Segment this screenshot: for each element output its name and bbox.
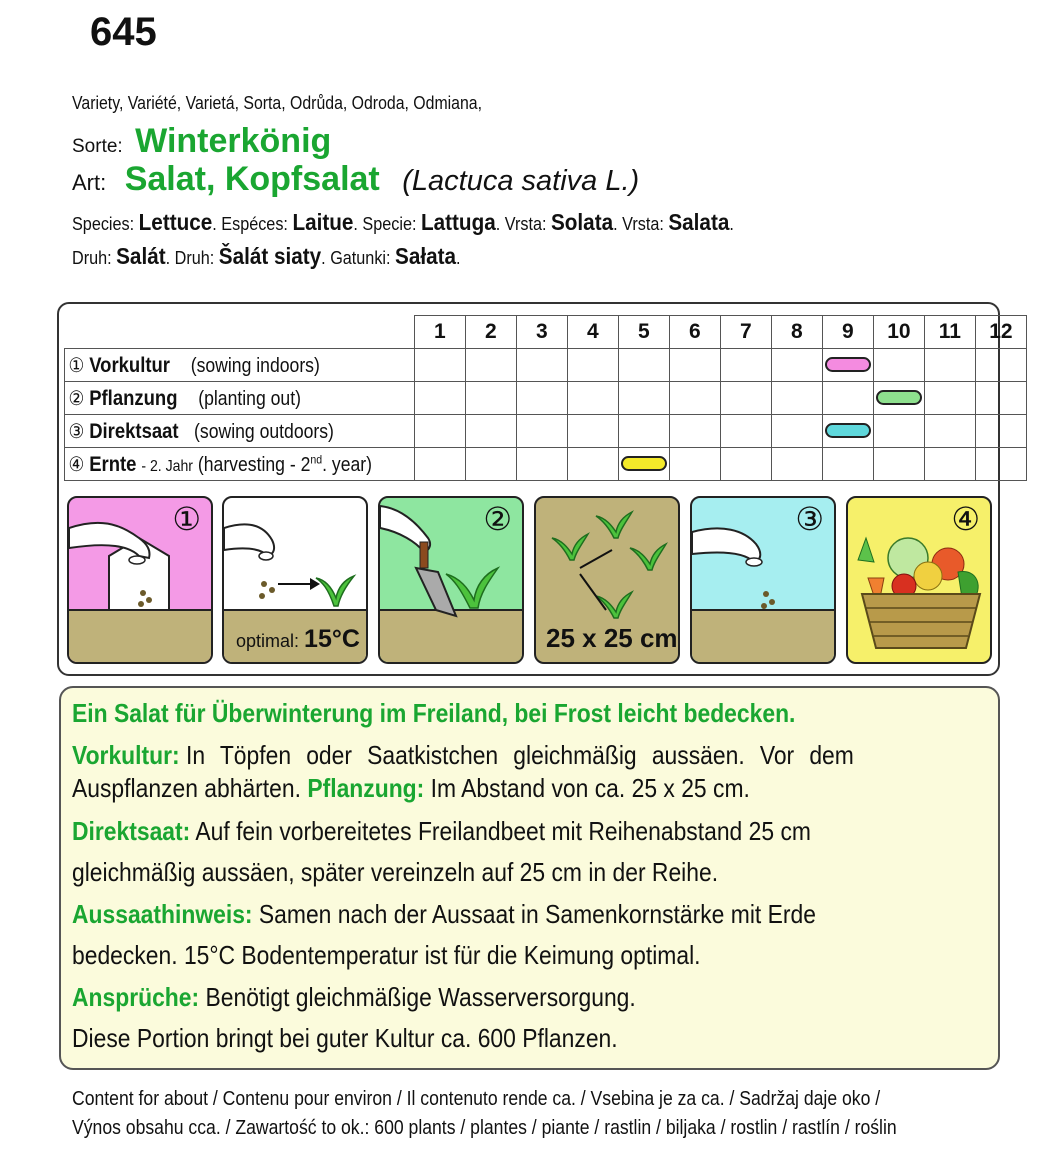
month-header: 8 [771, 316, 822, 349]
month-cell [669, 382, 720, 415]
calendar-row-direktsaat [65, 415, 1027, 448]
optimal-text: optimal: [236, 631, 300, 651]
step-number: ④ [68, 453, 85, 476]
month-cell [873, 415, 924, 448]
month-cell [414, 415, 465, 448]
month-header: 2 [465, 316, 516, 349]
calendar-row-vorkultur [65, 349, 1027, 382]
content-note-line-1 [72, 1088, 990, 1111]
step-number-badge: ④ [951, 501, 980, 537]
month-cell [414, 448, 465, 481]
species-line-1: Species: Lettuce. Espéces: Laitue. Specie: Lattuga. Vrsta: Solata. Vrsta: Salata. [72, 209, 734, 235]
art-row [72, 160, 639, 199]
month-cell [975, 382, 1026, 415]
variety-line [72, 93, 538, 114]
sowing-calendar [64, 315, 1027, 481]
month-cell [720, 349, 771, 382]
month-cell [567, 382, 618, 415]
month-cell [465, 382, 516, 415]
species-name: Salát [116, 243, 166, 269]
direktsaat-line [72, 816, 912, 847]
month-cell [771, 415, 822, 448]
month-cell [822, 349, 873, 382]
month-cell [516, 349, 567, 382]
period-bar [825, 357, 871, 372]
month-cell [516, 415, 567, 448]
row-name: Pflanzung [89, 386, 178, 410]
content-note-line-2 [72, 1117, 1009, 1140]
month-cell [618, 448, 669, 481]
pflanzung-label: Pflanzung: [307, 773, 425, 803]
step-number: ① [68, 354, 85, 377]
species-name: Lattuga [420, 209, 496, 235]
month-header: 9 [822, 316, 873, 349]
species-name: Salata [668, 209, 730, 235]
month-cell [516, 448, 567, 481]
hardening-text: Auspflanzen abhärten. [72, 773, 301, 803]
month-header: 3 [516, 316, 567, 349]
month-cell [924, 448, 975, 481]
month-cell [720, 448, 771, 481]
aussaat-text: Samen nach der Aussaat in Samenkornstärke mit Erde [258, 899, 816, 929]
portion-line [72, 1023, 692, 1054]
species-label: Vrsta: [622, 214, 664, 234]
portion-text: Diese Portion bringt bei guter Kultur ca. 600 Pflanzen. [72, 1023, 618, 1053]
vorkultur-line [72, 740, 990, 771]
species-label: Specie: [362, 214, 417, 234]
step-number-badge: ③ [795, 501, 824, 537]
row-note: (planting out) [198, 387, 301, 410]
month-cell [414, 349, 465, 382]
species-name: Lettuce [138, 209, 213, 235]
row-note: (sowing indoors) [190, 354, 320, 377]
row-label [65, 382, 415, 415]
temperature-text: bedecken. 15°C Bodentemperatur ist für die Keimung optimal. [72, 940, 701, 970]
month-cell [567, 349, 618, 382]
month-cell [669, 448, 720, 481]
latin-name: (Lactuca sativa L.) [402, 165, 640, 197]
art-label: Art: [72, 170, 107, 195]
aussaat-line [72, 899, 917, 930]
calendar-row-ernte [65, 448, 1027, 481]
row-note: (harvesting - 2 [197, 453, 311, 476]
row-note: (sowing outdoors) [194, 420, 334, 443]
species-name: Šalát siaty [218, 243, 322, 269]
month-header: 12 [975, 316, 1026, 349]
species-label: Espéces: [221, 214, 288, 234]
month-header: 10 [873, 316, 924, 349]
pictogram-spacing [534, 496, 680, 664]
step-number-badge: ① [172, 501, 201, 537]
temperature-value: 15°C [304, 625, 360, 653]
direktsaat-label: Direktsaat: [72, 816, 191, 846]
calendar-row-pflanzung [65, 382, 1027, 415]
month-header: 7 [720, 316, 771, 349]
ansprueche-text: Benötigt gleichmäßige Wasserversorgung. [205, 982, 636, 1012]
month-cell [567, 415, 618, 448]
month-cell [873, 382, 924, 415]
step-number-badge: ② [483, 501, 512, 537]
step-number: ③ [68, 420, 85, 443]
month-cell [465, 415, 516, 448]
period-bar [825, 423, 871, 438]
species-label: Druh: [72, 248, 112, 268]
month-cell [924, 415, 975, 448]
pictogram-sowing-outdoors [690, 496, 836, 664]
month-cell [873, 448, 924, 481]
row-name: Direktsaat [89, 419, 179, 443]
month-cell [618, 349, 669, 382]
variety-text: Variety, Variété, Varietá, Sorta, Odrůda, Odroda, Odmiana, [72, 93, 482, 113]
month-cell [822, 415, 873, 448]
month-cell [822, 448, 873, 481]
species-name: Sałata [395, 243, 457, 269]
row-note-sup: nd [310, 451, 323, 466]
month-header: 6 [669, 316, 720, 349]
pictogram-sowing-indoors [67, 496, 213, 664]
month-cell [975, 448, 1026, 481]
calendar-header-row [65, 316, 1027, 349]
vorkultur-label: Vorkultur: [72, 740, 180, 770]
row-label [65, 448, 415, 481]
month-cell [771, 382, 822, 415]
month-cell [975, 349, 1026, 382]
row-name: Ernte [89, 452, 137, 476]
step-number: ② [68, 387, 85, 410]
content-note-text: Content for about / Contenu pour environ / Il contenuto rende ca. / Vsebina je za ca. / Sadržaj daje oko / [72, 1088, 881, 1110]
month-cell [618, 382, 669, 415]
sorte-label: Sorte: [72, 136, 123, 157]
period-bar [876, 390, 922, 405]
month-cell [669, 349, 720, 382]
pictogram-planting-out [378, 496, 524, 664]
month-cell [975, 415, 1026, 448]
species-label: Species: [72, 214, 135, 234]
spacing-label: 25 x 25 cm [546, 623, 678, 653]
month-cell [924, 382, 975, 415]
month-cell [465, 448, 516, 481]
content-note-text: Výnos obsahu cca. / Zawartość to ok.: 600 plants / plantes / piante / rastlin / biljaka / rostlin / rastlín / roślin [72, 1117, 897, 1139]
thinning-line [72, 857, 806, 888]
month-cell [771, 448, 822, 481]
direktsaat-text: Auf fein vorbereitetes Freilandbeet mit Reihenabstand 25 cm [195, 816, 811, 846]
species-label: Vrsta: [504, 214, 547, 234]
row-note-end: . year) [322, 453, 373, 476]
row-extra: - 2. Jahr [141, 457, 193, 475]
species-label: Gatunki: [330, 248, 391, 268]
temperature-label [236, 625, 360, 654]
month-cell [720, 382, 771, 415]
month-header: 1 [414, 316, 465, 349]
month-cell [669, 415, 720, 448]
thinning-text: gleichmäßig aussäen, später vereinzeln auf 25 cm in der Reihe. [72, 857, 719, 887]
species-line-2: Druh: Salát. Druh: Šalát siaty. Gatunki: Sałata. [72, 243, 461, 269]
month-header: 5 [618, 316, 669, 349]
ansprueche-label: Ansprüche: [72, 982, 200, 1012]
row-label [65, 415, 415, 448]
month-cell [720, 415, 771, 448]
art-name: Salat, Kopfsalat [124, 160, 380, 198]
aussaat-label: Aussaathinweis: [72, 899, 253, 929]
ansprueche-line [72, 982, 713, 1013]
row-label [65, 349, 415, 382]
temperature-line [72, 940, 786, 971]
pictogram-harvest [846, 496, 992, 664]
species-label: Druh: [174, 248, 215, 268]
month-header: 4 [567, 316, 618, 349]
pictogram-germination [222, 496, 368, 664]
headline-text: Ein Salat für Überwinterung im Freiland, bei Frost leicht bedecken. [72, 698, 796, 728]
vorkultur-text: In Töpfen oder Saatkistchen gleichmäßig aussäen. Vor dem [185, 740, 854, 770]
sorte-row [72, 122, 331, 161]
month-cell [771, 349, 822, 382]
sorte-name: Winterkönig [135, 122, 332, 160]
month-cell [924, 349, 975, 382]
month-cell [618, 415, 669, 448]
species-name: Laitue [292, 209, 354, 235]
month-cell [567, 448, 618, 481]
headline [72, 698, 894, 729]
month-cell [873, 349, 924, 382]
month-cell [414, 382, 465, 415]
month-cell [516, 382, 567, 415]
product-code: 645 [90, 10, 157, 54]
month-header: 11 [924, 316, 975, 349]
pflanzung-line [72, 773, 842, 804]
month-cell [465, 349, 516, 382]
row-name: Vorkultur [89, 353, 170, 377]
pflanzung-text: Im Abstand von ca. 25 x 25 cm. [430, 773, 750, 803]
month-cell [822, 382, 873, 415]
species-name: Solata [550, 209, 614, 235]
period-bar [621, 456, 667, 471]
